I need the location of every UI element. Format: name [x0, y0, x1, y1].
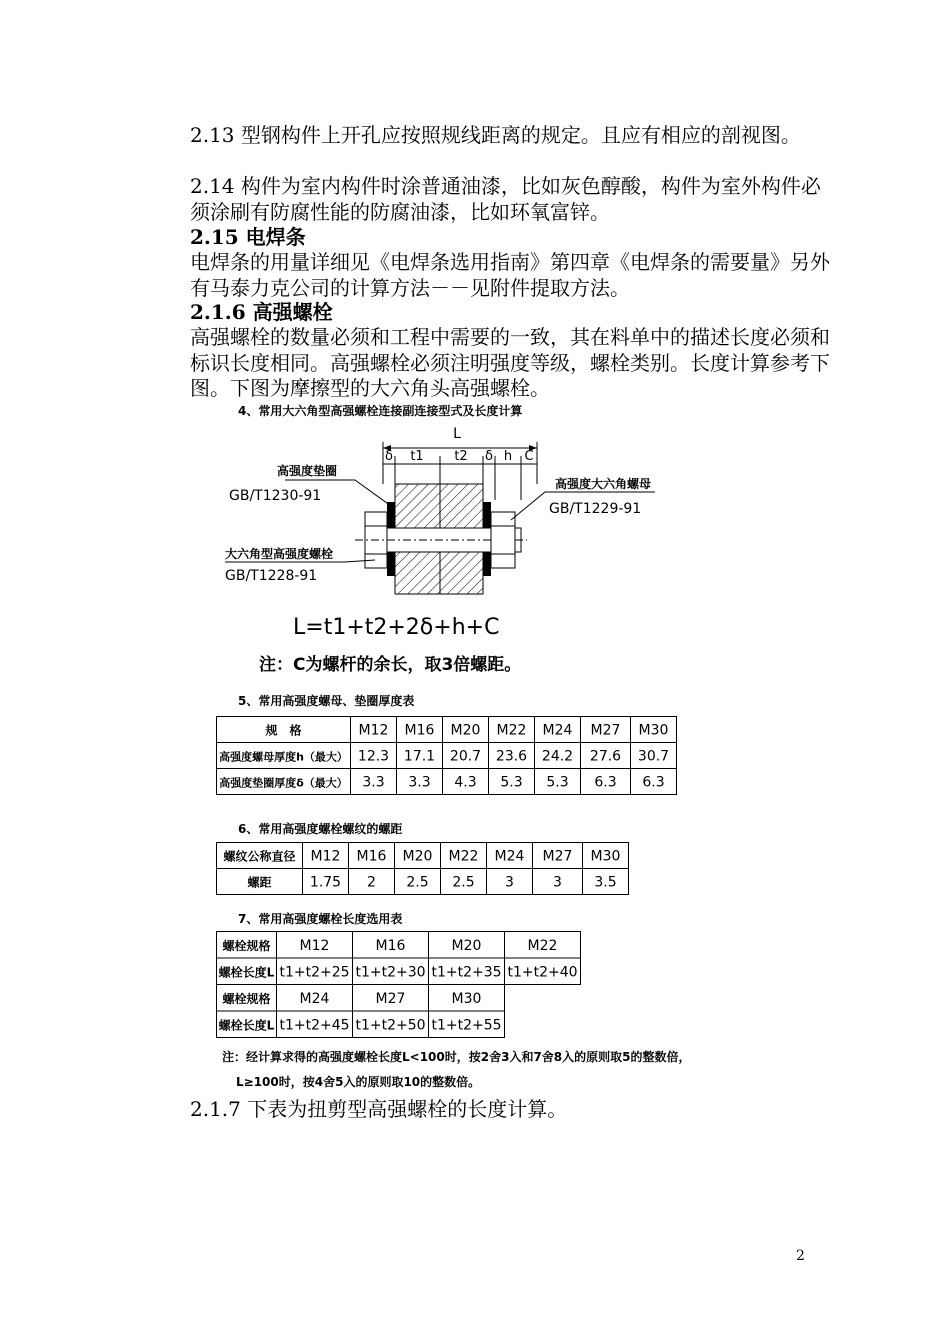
table-cell: M30 — [590, 848, 621, 865]
table7-note-line1: 注：经计算求得的高强度螺栓长度L<100时，按2舍3入和7舍8入的原则取5的整数倍， — [222, 1050, 691, 1064]
table-cell: M30 — [638, 722, 669, 739]
table7-caption: 7、常用高强度螺栓长度选用表 — [238, 912, 403, 926]
section-2-1-6-heading: 2.1.6 高强螺栓 — [190, 300, 333, 324]
table-cell: M16 — [356, 848, 387, 865]
table-cell: M24 — [494, 848, 525, 865]
table-cell: t1+t2+40 — [507, 964, 578, 981]
table-cell: 5.3 — [500, 774, 523, 791]
table-cell: M12 — [358, 722, 389, 739]
nut-std: GB/T1229-91 — [549, 501, 642, 517]
table-cell: 3.3 — [362, 774, 385, 791]
nut-label: 高强度大六角螺母 — [555, 477, 652, 491]
table-row-label: 高强度垫圈厚度δ（最大） — [219, 776, 348, 790]
table-cell: M22 — [448, 848, 479, 865]
table-cell: M27 — [375, 990, 406, 1007]
table-cell: M22 — [527, 937, 558, 954]
table-cell: 20.7 — [449, 748, 482, 765]
table7 — [216, 931, 582, 1039]
table-cell: 3.3 — [408, 774, 431, 791]
table-cell: M20 — [402, 848, 433, 865]
table-cell: t1+t2+55 — [431, 1017, 502, 1034]
table5-caption: 5、常用高强度螺母、垫圈厚度表 — [238, 694, 415, 708]
table-cell: 17.1 — [403, 748, 436, 765]
formula-note: 注：C为螺杆的余长，取3倍螺距。 — [259, 655, 522, 675]
table-cell: 3 — [505, 874, 514, 891]
nut — [491, 512, 515, 568]
section-2-1-6-body: 高强螺栓的数量必须和工程中需要的一致，其在料单中的描述长度必须和标识长度相同。高强螺栓必须注明强度等级，螺栓类别。长度计算参考下图。下图为摩擦型的大六角头高强螺栓。 — [190, 325, 830, 400]
table7-note-line2: L≥100时，按4舍5入的原则取10的整数倍。 — [236, 1075, 481, 1089]
table-cell: M16 — [404, 722, 435, 739]
section-2-13: 2.13 型钢构件上开孔应按照规线距离的规定。且应有相应的剖视图。 — [190, 123, 801, 147]
table-cell: 1.75 — [309, 874, 342, 891]
table-row-label: 高强度螺母厚度h（最大） — [219, 750, 348, 764]
dim-C: C — [524, 449, 534, 464]
formula: L=t1+t2+2δ+h+C — [293, 615, 500, 640]
table6-caption: 6、常用高强度螺栓螺纹的螺距 — [238, 822, 403, 836]
table-cell: t1+t2+25 — [279, 964, 350, 981]
table5 — [216, 716, 678, 798]
table-cell: M24 — [542, 722, 573, 739]
table-cell: 6.3 — [642, 774, 665, 791]
section-2-15-heading: 2.15 电焊条 — [190, 225, 306, 249]
table-cell: t1+t2+35 — [431, 964, 502, 981]
figure4-caption: 4、常用大六角型高强螺栓连接副连接型式及长度计算 — [238, 404, 523, 418]
dim-delta-left: δ — [385, 449, 393, 464]
table-cell: M27 — [542, 848, 573, 865]
table-cell: M16 — [375, 937, 406, 954]
section-2-1-7: 2.1.7 下表为扭剪型高强螺栓的长度计算。 — [190, 1097, 568, 1121]
table-row-label: 螺栓规格 — [222, 938, 271, 953]
table-row-label: 螺栓规格 — [222, 991, 271, 1006]
table-row-label: 螺纹公称直径 — [223, 849, 296, 864]
table-cell: M27 — [590, 722, 621, 739]
table-cell: 12.3 — [357, 748, 390, 765]
washer-label: 高强度垫圈 — [277, 464, 338, 478]
table-row-label: 螺栓长度L — [218, 1018, 275, 1033]
page-number: 2 — [796, 1248, 805, 1264]
dim-t1: t1 — [410, 449, 424, 464]
bolt-label: 大六角型高强度螺栓 — [225, 547, 334, 561]
table-cell: t1+t2+30 — [355, 964, 426, 981]
table-cell: 5.3 — [546, 774, 569, 791]
table-cell: M12 — [299, 937, 330, 954]
table-cell: 24.2 — [541, 748, 574, 765]
section-2-14: 2.14 构件为室内构件时涂普通油漆，比如灰色醇酸，构件为室外构件必须涂刷有防腐性能的防腐油漆，比如环氧富锌。 — [190, 174, 821, 224]
table-cell: M20 — [450, 722, 481, 739]
table-cell: M22 — [496, 722, 527, 739]
table-cell: t1+t2+45 — [279, 1017, 350, 1034]
dim-t2: t2 — [454, 449, 468, 464]
washer-std: GB/T1230-91 — [229, 488, 322, 504]
table-cell: 2 — [367, 874, 376, 891]
table-cell: 6.3 — [594, 774, 617, 791]
table-cell: 3 — [553, 874, 562, 891]
table-cell: 3.5 — [594, 874, 617, 891]
table-cell: M30 — [451, 990, 482, 1007]
table-cell: 4.3 — [454, 774, 477, 791]
table-cell: M12 — [310, 848, 341, 865]
bolt-std: GB/T1228-91 — [225, 568, 318, 584]
table-cell: t1+t2+50 — [355, 1017, 426, 1034]
table-cell: M20 — [451, 937, 482, 954]
table-cell: 2.5 — [406, 874, 429, 891]
table-row-label: 螺栓长度L — [218, 965, 275, 980]
table-cell: 27.6 — [589, 748, 622, 765]
table-cell: 23.6 — [495, 748, 528, 765]
dim-L-label: L — [453, 426, 461, 442]
section-2-15-body: 电焊条的用量详细见《电焊条选用指南》第四章《电焊条的需要量》另外有马泰力克公司的计算方法－－见附件提取方法。 — [190, 250, 830, 300]
table-cell: 2.5 — [452, 874, 475, 891]
dim-delta-right: δ — [485, 449, 493, 464]
dim-h: h — [503, 449, 513, 464]
table-cell: 30.7 — [637, 748, 670, 765]
table-cell: M24 — [299, 990, 330, 1007]
table-row-label: 规 格 — [265, 723, 302, 738]
bolt-connection-diagram — [215, 420, 675, 680]
table6 — [216, 842, 634, 896]
table-row-label: 螺距 — [247, 875, 272, 890]
